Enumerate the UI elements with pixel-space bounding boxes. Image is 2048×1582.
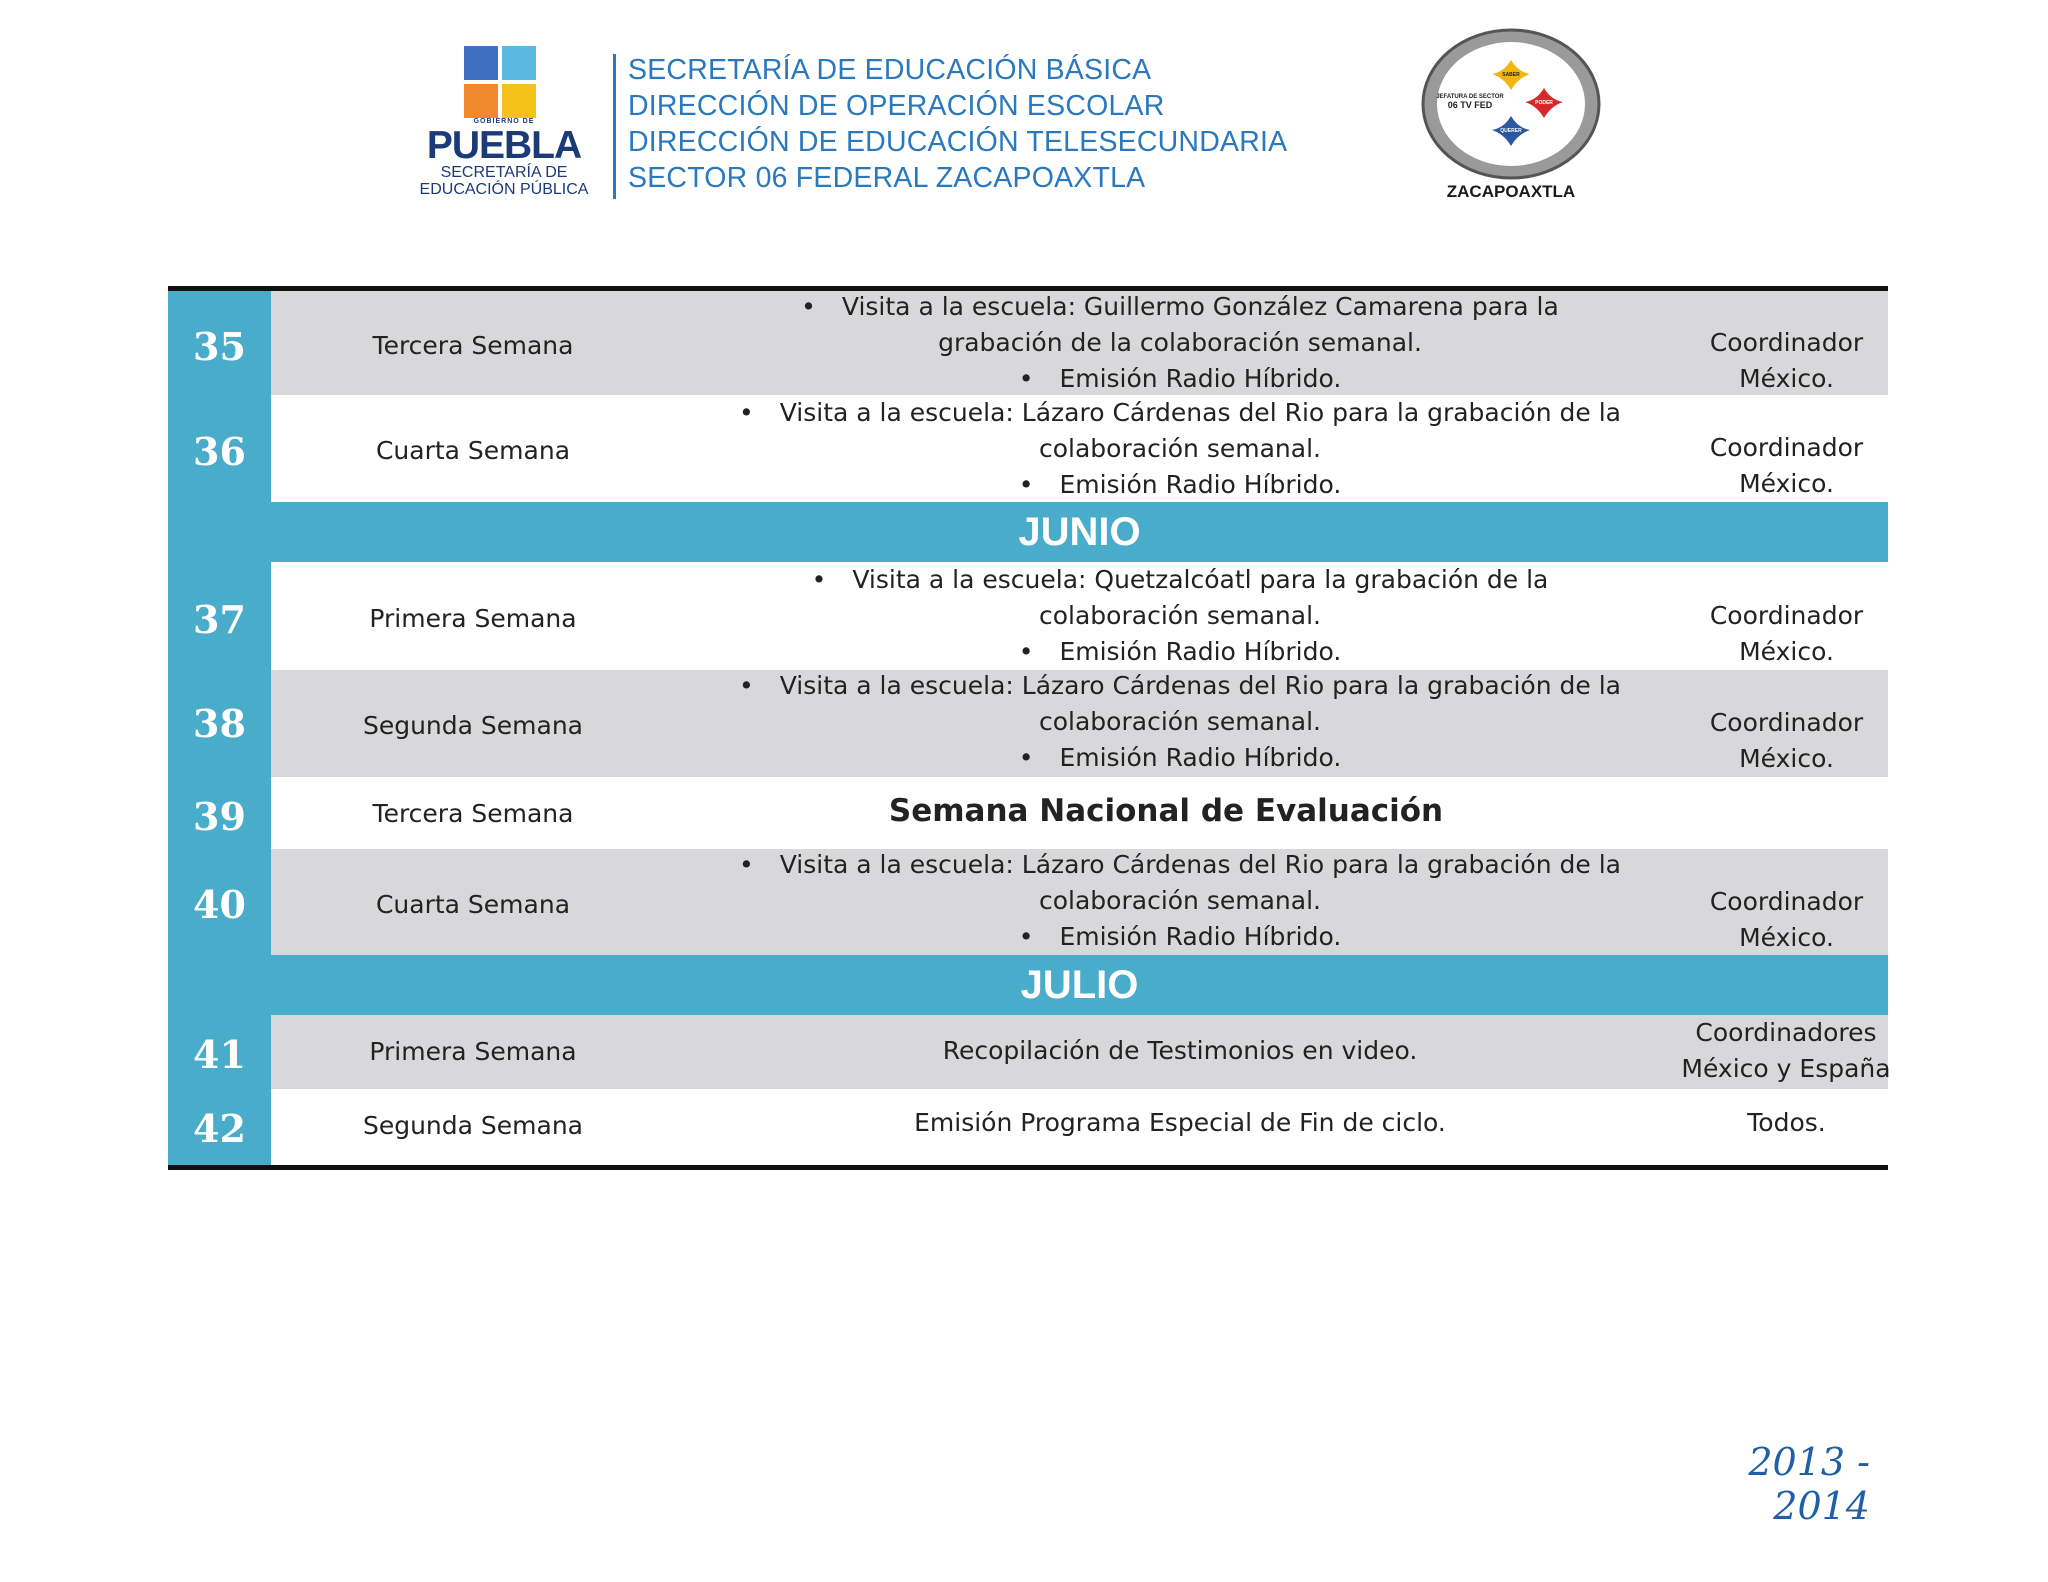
- activity-cell: [675, 668, 1685, 776]
- activity-bullet-1: • Visita a la escuela: Guillermo González Camarena para la grabación de la colaboración semanal.: [675, 289, 1685, 361]
- header-line-3: DIRECCIÓN DE EDUCACIÓN TELESECUNDARIA: [628, 126, 1288, 158]
- emblem-label-1: JEFATURA DE SECTOR: [1436, 94, 1504, 100]
- activity-cell: Recopilación de Testimonios en video.: [942, 1036, 1418, 1065]
- activity-cell: Emisión Programa Especial de Fin de ciclo.: [914, 1108, 1446, 1137]
- logo-subtitle-line2: EDUCACIÓN PÚBLICA: [419, 181, 589, 198]
- activity-bullet-2: • Emisión Radio Híbrido.: [675, 361, 1685, 397]
- table-bottom-border: [168, 1165, 1888, 1170]
- activity-bullet-1: • Visita a la escuela: Lázaro Cárdenas del Rio para la grabación de la colaboración semanal.: [675, 395, 1685, 467]
- responsible-cell: Todos.: [1747, 1108, 1826, 1137]
- header-line-1: SECRETARÍA DE EDUCACIÓN BÁSICA: [628, 54, 1152, 86]
- row-number: 40: [193, 882, 246, 927]
- activity-cell: [675, 395, 1685, 503]
- week-cell: Cuarta Semana: [375, 436, 571, 465]
- table-row: [271, 562, 1888, 670]
- puebla-logo: [404, 44, 604, 204]
- week-cell: Segunda Semana: [362, 711, 584, 740]
- row-number: 42: [193, 1106, 246, 1151]
- table-row: [271, 670, 1888, 777]
- row-number: 39: [193, 794, 246, 839]
- logo-subtitle-line1: SECRETARÍA DE: [440, 164, 568, 181]
- sector-emblem: [1418, 26, 1604, 206]
- activity-bullet-1: • Visita a la escuela: Lázaro Cárdenas del Rio para la grabación de la colaboración semanal.: [675, 668, 1685, 740]
- table-row: [271, 395, 1888, 502]
- logo-square-blue: [464, 46, 498, 80]
- week-cell: Primera Semana: [369, 604, 577, 633]
- responsible-cell: Coordinador México.: [1709, 433, 1864, 498]
- row-number: 41: [193, 1032, 246, 1077]
- week-cell: Primera Semana: [369, 1037, 577, 1066]
- row-number: 37: [193, 597, 246, 642]
- week-cell: Segunda Semana: [362, 1111, 584, 1140]
- activity-bullet-2: • Emisión Radio Híbrido.: [675, 919, 1685, 955]
- header-divider: [613, 54, 616, 199]
- logo-small-text: GOBIERNO DE: [473, 118, 535, 125]
- logo-name: PUEBLA: [426, 124, 582, 167]
- table-row: [271, 291, 1888, 395]
- logo-square-yellow: [502, 84, 536, 118]
- logo-square-lightblue: [502, 46, 536, 80]
- row-number: 36: [193, 429, 246, 474]
- table-row: [271, 1089, 1888, 1165]
- responsible-cell: Coordinador México.: [1709, 328, 1864, 393]
- activity-bullet-2: • Emisión Radio Híbrido.: [675, 634, 1685, 670]
- activity-bullet-2: • Emisión Radio Híbrido.: [675, 740, 1685, 776]
- week-cell: Cuarta Semana: [375, 890, 571, 919]
- activity-cell: [675, 562, 1685, 670]
- activity-cell: Semana Nacional de Evaluación: [888, 793, 1444, 829]
- responsible-cell: Coordinador México.: [1709, 887, 1864, 952]
- schedule-table: [168, 286, 1891, 1171]
- activity-bullet-1: • Visita a la escuela: Lázaro Cárdenas del Rio para la grabación de la colaboración semanal.: [675, 847, 1685, 919]
- responsible-cell: Coordinador México.: [1709, 601, 1864, 666]
- emblem-caption: ZACAPOAXTLA: [1446, 182, 1576, 201]
- header-title-block: [628, 52, 1287, 196]
- week-cell: Tercera Semana: [372, 331, 574, 360]
- header-line-2: DIRECCIÓN DE OPERACIÓN ESCOLAR: [628, 90, 1165, 122]
- row-number: 38: [193, 701, 246, 746]
- table-row: [271, 1015, 1891, 1089]
- emblem-word-1: SABER: [1502, 72, 1520, 78]
- table-row: [271, 849, 1888, 955]
- emblem-word-2: PODER: [1535, 100, 1553, 106]
- responsible-cell: Coordinadores México y España: [1681, 1018, 1891, 1083]
- emblem-word-3: QUERER: [1500, 128, 1522, 134]
- activity-cell: [675, 847, 1685, 955]
- month-header-july: JULIO: [271, 955, 1888, 1015]
- responsible-cell: Coordinador México.: [1709, 708, 1864, 773]
- activity-bullet-2: • Emisión Radio Híbrido.: [675, 467, 1685, 503]
- activity-cell: [675, 289, 1685, 397]
- table-row: [271, 777, 1888, 849]
- logo-square-orange: [464, 84, 498, 118]
- emblem-label-2: 06 TV FED: [1447, 100, 1493, 110]
- activity-bullet-1: • Visita a la escuela: Quetzalcóatl para la grabación de la colaboración semanal.: [675, 562, 1685, 634]
- logo-subtitle: [404, 164, 604, 198]
- row-number: 35: [193, 324, 246, 369]
- month-header-june: JUNIO: [271, 502, 1888, 562]
- header-line-4: SECTOR 06 FEDERAL ZACAPOAXTLA: [628, 162, 1146, 194]
- week-cell: Tercera Semana: [372, 799, 574, 828]
- school-year: 2013 - 2014: [1748, 1440, 1870, 1528]
